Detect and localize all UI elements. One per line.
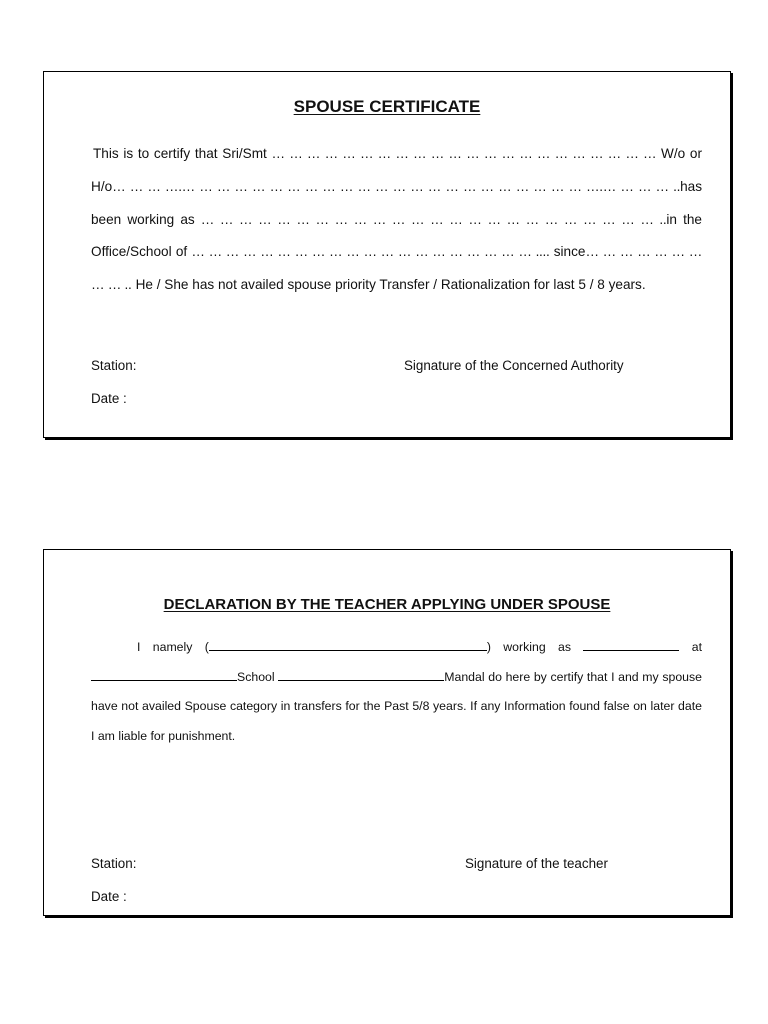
declaration-text-5: Mandal do here by certify that I and my spouse have not availed Spouse category in transfers for the Past 5/8 years. If any Information found false on later date I am liable for punishment. — [91, 669, 702, 743]
declaration-title: DECLARATION BY THE TEACHER APPLYING UNDER SPOUSE — [163, 596, 611, 613]
declaration-box — [43, 549, 731, 916]
station-label: Station: — [91, 358, 137, 373]
declaration-text-3: at — [691, 640, 702, 654]
certify-text-6: . He / She has not availed spouse priority Transfer / Rationalization for last 5 / 8 years. — [128, 277, 646, 293]
school-blank — [91, 667, 237, 681]
teacher-name-blank — [209, 637, 487, 651]
certify-text-5: since — [553, 244, 586, 260]
certify-text-1: This is to certify that Sri/Smt — [93, 146, 267, 161]
certify-text-4: in the Office/School of — [91, 211, 702, 260]
date-label: Date : — [91, 391, 127, 406]
spouse-name-dots: … … … ….… … … … … … … … … … … … … … … … … … … … … … … ….… … … … .. — [112, 178, 681, 194]
designation-blank — [583, 637, 679, 651]
authority-signature-label: Signature of the Concerned Authority — [404, 358, 624, 373]
spouse-certificate-title: SPOUSE CERTIFICATE — [293, 97, 481, 116]
station-label: Station: — [91, 856, 137, 871]
since-dots: … … … … … … … … … . — [91, 244, 702, 293]
certificate-body-text — [91, 138, 702, 302]
designation-dots: … … … … … … … … … … … … … … … … … … … … … … … … .. — [200, 211, 667, 227]
office-dots: … … … … … … … … … … … … … … … … … … … … .... — [191, 244, 550, 260]
name-dots: … … … … … … … … … … … … … … … … … … … … … … — [271, 146, 657, 161]
declaration-text-4: School — [237, 669, 275, 684]
declaration-text-1: I namely ( — [137, 640, 209, 654]
certify-text-3: has been working as — [91, 178, 702, 227]
spouse-certificate-box — [43, 71, 731, 438]
teacher-signature-label: Signature of the teacher — [465, 856, 608, 871]
declaration-text-2: ) working as — [486, 640, 572, 654]
date-label: Date : — [91, 889, 127, 904]
declaration-body-text — [91, 633, 702, 751]
mandal-blank — [278, 667, 444, 681]
certify-text-2: W/o or H/o — [91, 146, 702, 194]
